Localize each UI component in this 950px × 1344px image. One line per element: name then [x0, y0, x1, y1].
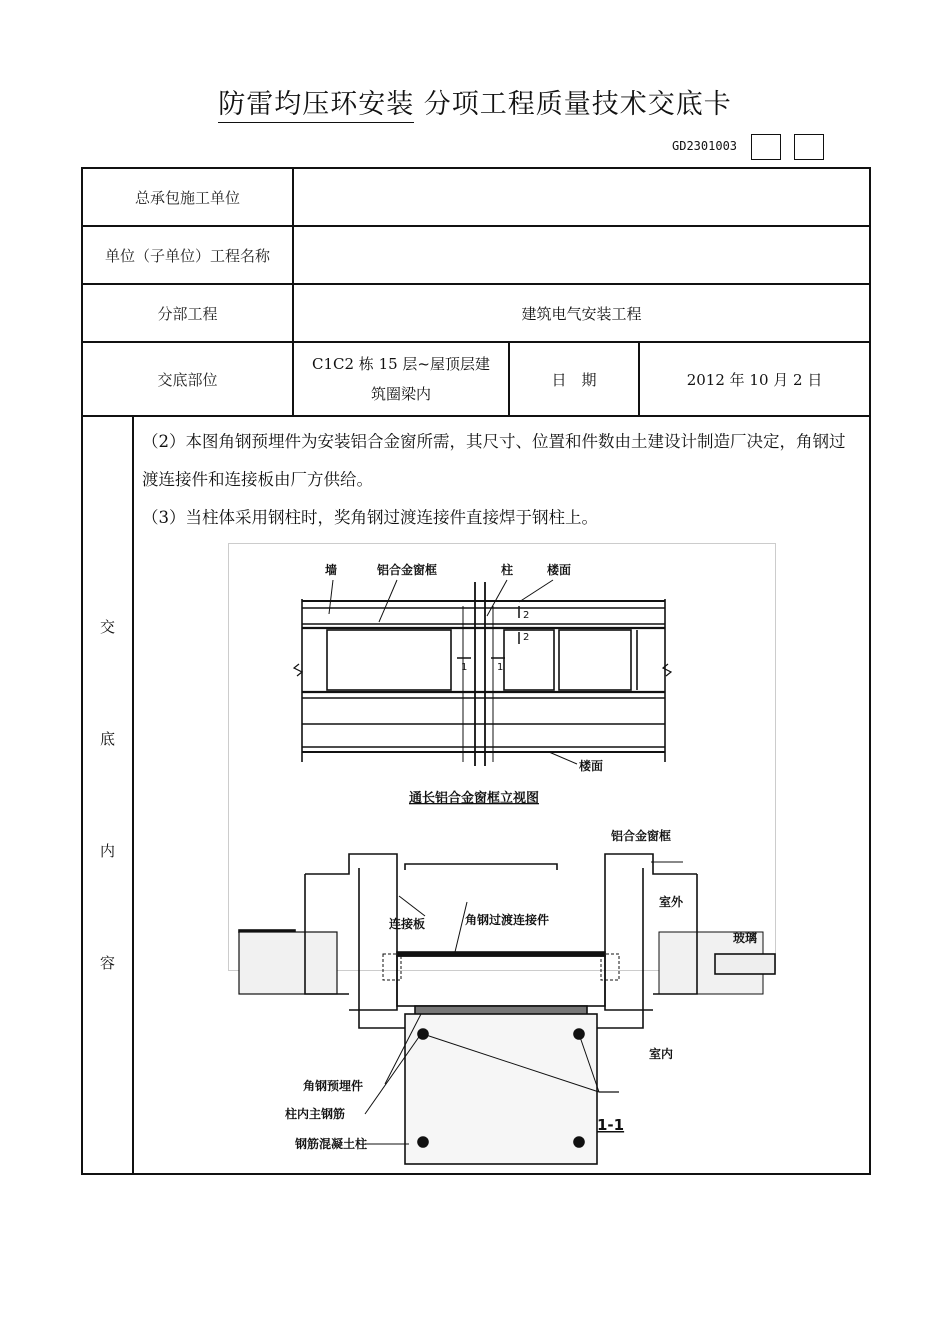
- cut-mark-2a: 2: [523, 610, 530, 621]
- elevation-labels: [325, 562, 603, 806]
- title-underlined: 防雷均压环安装: [218, 89, 414, 123]
- side-char-2: 底: [99, 730, 115, 748]
- section-caption: 1-1: [597, 1116, 625, 1134]
- elevation-view: [294, 580, 671, 766]
- location-line-1: C1C2 栋 15 层~屋顶层建: [312, 355, 491, 373]
- technical-drawing: [228, 543, 776, 1151]
- side-char-1: 交: [99, 618, 115, 636]
- contractor-value[interactable]: [293, 168, 870, 226]
- side-label: [82, 416, 133, 1174]
- label-transition-piece: 角钢过渡连接件: [465, 913, 550, 927]
- document-code: GD2301003: [672, 139, 738, 153]
- project-name-label: 单位（子单位）工程名称: [82, 226, 293, 284]
- side-char-4: 容: [99, 954, 115, 972]
- code-box-1[interactable]: [751, 134, 781, 160]
- project-name-value[interactable]: [293, 226, 870, 284]
- label-column: 柱: [501, 563, 514, 577]
- label-rc-column: 钢筋混凝土柱: [295, 1137, 368, 1151]
- paragraph-2: （2）本图角钢预埋件为安装铝合金窗所需，其尺寸、位置和件数由土建设计制造厂决定，角钢过渡连接件和连接板由厂方供给。: [142, 432, 846, 489]
- location-label: 交底部位: [82, 342, 293, 416]
- date-value: 2012 年 10 月 2 日: [639, 342, 870, 416]
- label-floor-bottom: 楼面: [579, 759, 604, 773]
- label-embedded-angle: 角钢预埋件: [303, 1079, 364, 1093]
- label-frame-top: 铝合金窗框: [377, 563, 438, 577]
- disclosure-content: [133, 416, 870, 1174]
- label-wall: 墙: [325, 563, 338, 577]
- paragraph-3: （3）当柱体采用钢柱时，奖角钢过渡连接件直接焊于钢柱上。: [142, 508, 598, 527]
- title-rest: 分项工程质量技术交底卡: [414, 89, 732, 120]
- label-indoor: 室内: [649, 1047, 674, 1061]
- division-label: 分部工程: [82, 284, 293, 342]
- document-title: [0, 82, 950, 121]
- contractor-label: 总承包施工单位: [82, 168, 293, 226]
- location-line-2: 筑圈梁内: [371, 385, 432, 403]
- side-char-3: 内: [99, 842, 115, 860]
- label-main-rebar: 柱内主钢筋: [285, 1107, 346, 1121]
- cut-mark-2b: 2: [523, 632, 530, 643]
- label-connection-plate: 连接板: [389, 917, 426, 931]
- cut-mark-1a: 1: [461, 662, 468, 673]
- disclosure-table: [81, 167, 871, 1175]
- label-glass: 玻璃: [733, 931, 758, 945]
- elevation-caption: 通长铝合金窗框立视图: [409, 791, 540, 806]
- cut-mark-1b: 1: [497, 662, 504, 673]
- date-label: 日 期: [509, 342, 639, 416]
- label-outdoor: 室外: [659, 895, 684, 909]
- label-frame-section: 铝合金窗框: [611, 829, 672, 843]
- division-value: 建筑电气安装工程: [293, 284, 870, 342]
- drawing-svg: [229, 544, 775, 1151]
- code-box-2[interactable]: [794, 134, 824, 160]
- location-value: [293, 342, 509, 416]
- label-floor-top: 楼面: [547, 563, 572, 577]
